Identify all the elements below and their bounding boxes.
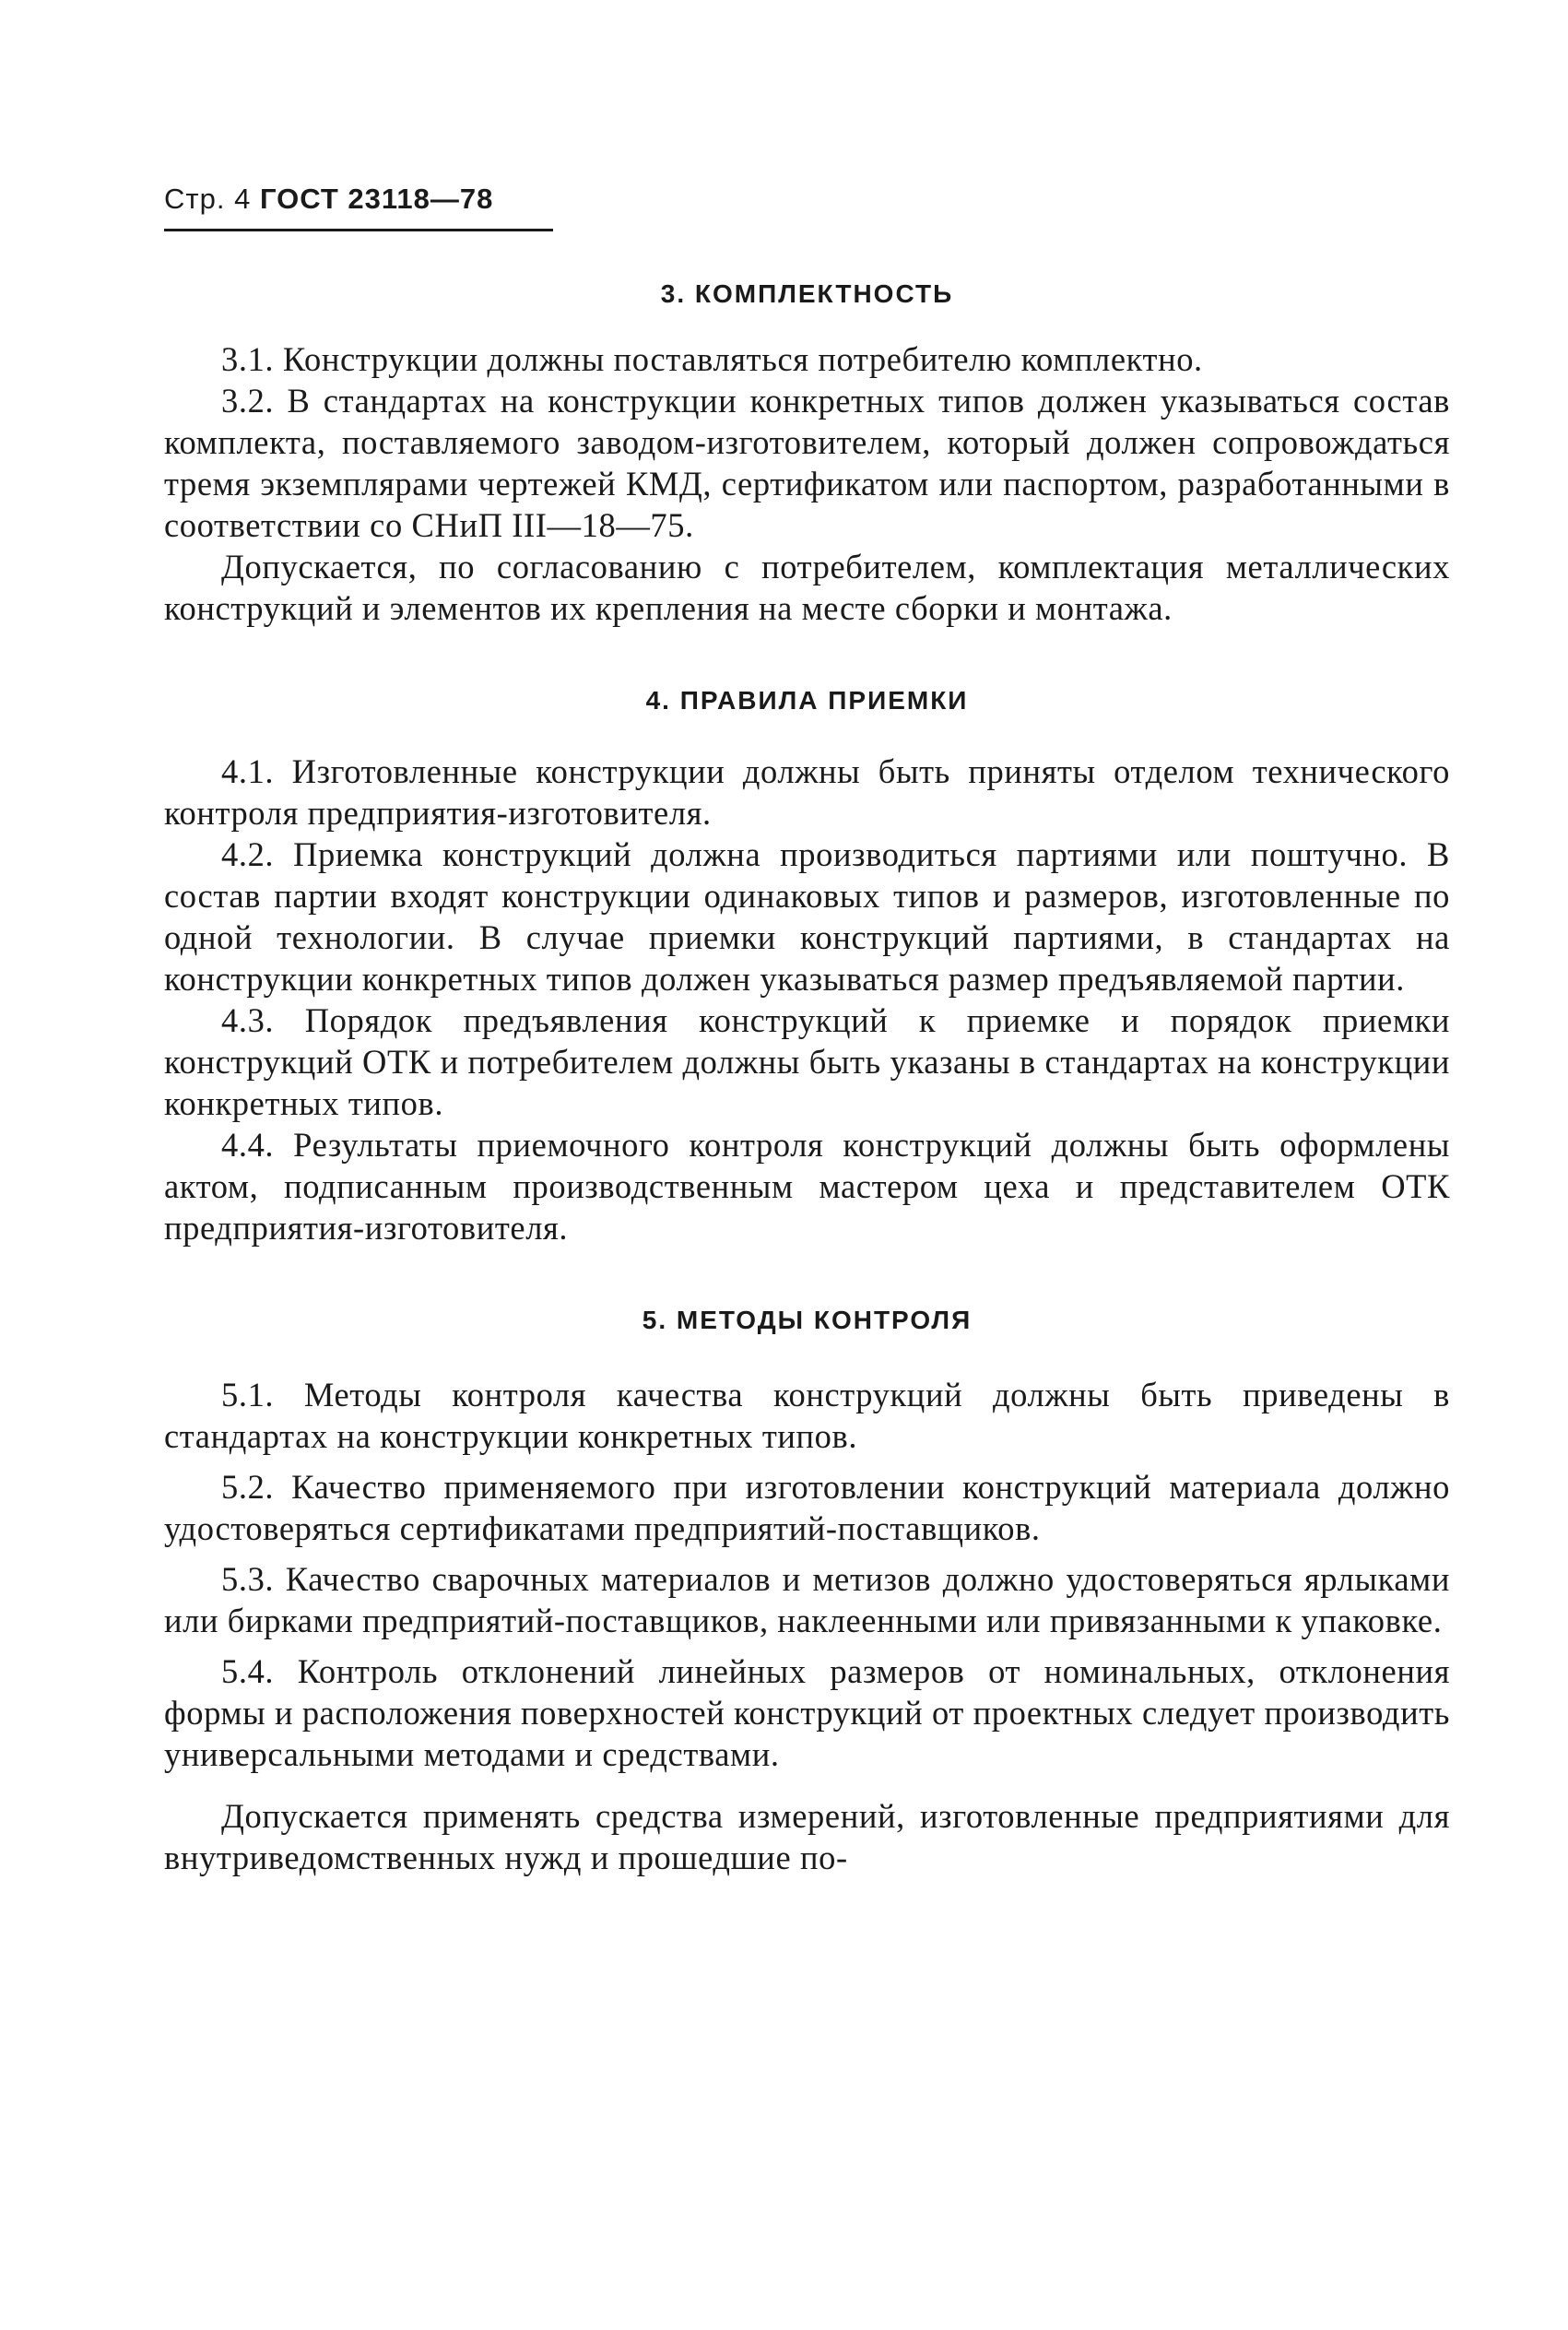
running-header (164, 181, 1450, 218)
paragraph-5-allowance: Допускается применять средства измерений, изготовленные предприятиями для внутриведомственных нужд и прошедшие по- (164, 1797, 1450, 1876)
page-label: Стр. (164, 183, 226, 215)
paragraph-4-1: 4.1. Изготовленные конструкции должны быть приняты отделом технического контроля предприятия-изготовителя. (164, 752, 1450, 832)
header-rule (164, 229, 553, 231)
standard-designation: ГОСТ 23118—78 (259, 183, 494, 215)
section-acceptance-rules (164, 684, 1450, 1248)
page-content (164, 181, 1450, 1878)
paragraph-5-1: 5.1. Методы контроля качества конструкций должны быть приведены в стандартах на конструкции конкретных типов. (164, 1376, 1450, 1455)
paragraph-3-allowance: Допускается, по согласованию с потребителем, комплектация металлических конструкций и элементов их крепления на месте сборки и монтажа. (164, 548, 1450, 627)
paragraph-5-4: 5.4. Контроль отклонений линейных размеров от номинальных, отклонения формы и расположения поверхностей конструкций от проектных следует производить универсальными методами и средствами. (164, 1652, 1450, 1773)
section-heading: 3. КОМПЛЕКТНОСТЬ (660, 279, 954, 308)
paragraph-3-2: 3.2. В стандартах на конструкции конкретных типов должен указываться состав комплекта, поставляемого заводом-изготовителем, который должен сопровождаться тремя экземплярами чертежей КМД, сертификатом или паспортом, разработанными в соответствии со СНиП III—18—75. (164, 382, 1450, 544)
paragraph-4-3: 4.3. Порядок предъявления конструкций к приемке и порядок приемки конструкций ОТК и потребителем должны быть указаны в стандартах на конструкции конкретных типов. (164, 1001, 1450, 1122)
page-number: 4 (234, 183, 252, 215)
section-control-methods (164, 1304, 1450, 1878)
paragraph-3-1: 3.1. Конструкции должны поставляться потребителю комплектно. (221, 340, 1203, 378)
section-heading: 5. МЕТОДЫ КОНТРОЛЯ (642, 1306, 973, 1334)
paragraph-4-4: 4.4. Результаты приемочного контроля конструкций должны быть оформлены актом, подписанным производственным мастером цеха и представителем ОТК предприятия-изготовителя. (164, 1126, 1450, 1247)
section-heading: 4. ПРАВИЛА ПРИЕМКИ (645, 686, 969, 715)
paragraph-5-2: 5.2. Качество применяемого при изготовлении конструкций материала должно удостоверяться сертификатами предприятий-поставщиков. (164, 1468, 1450, 1547)
section-completeness (164, 278, 1450, 629)
paragraph-5-3: 5.3. Качество сварочных материалов и метизов должно удостоверяться ярлыками или бирками предприятий-поставщиков, наклеенными или привязанными к упаковке. (164, 1560, 1450, 1639)
paragraph-4-2: 4.2. Приемка конструкций должна производиться партиями или поштучно. В состав партии входят конструкции одинаковых типов и размеров, изготовленные по одной технологии. В случае приемки конструкций партиями, в стандартах на конструкции конкретных типов должен указываться размер предъявляемой партии. (164, 835, 1450, 998)
